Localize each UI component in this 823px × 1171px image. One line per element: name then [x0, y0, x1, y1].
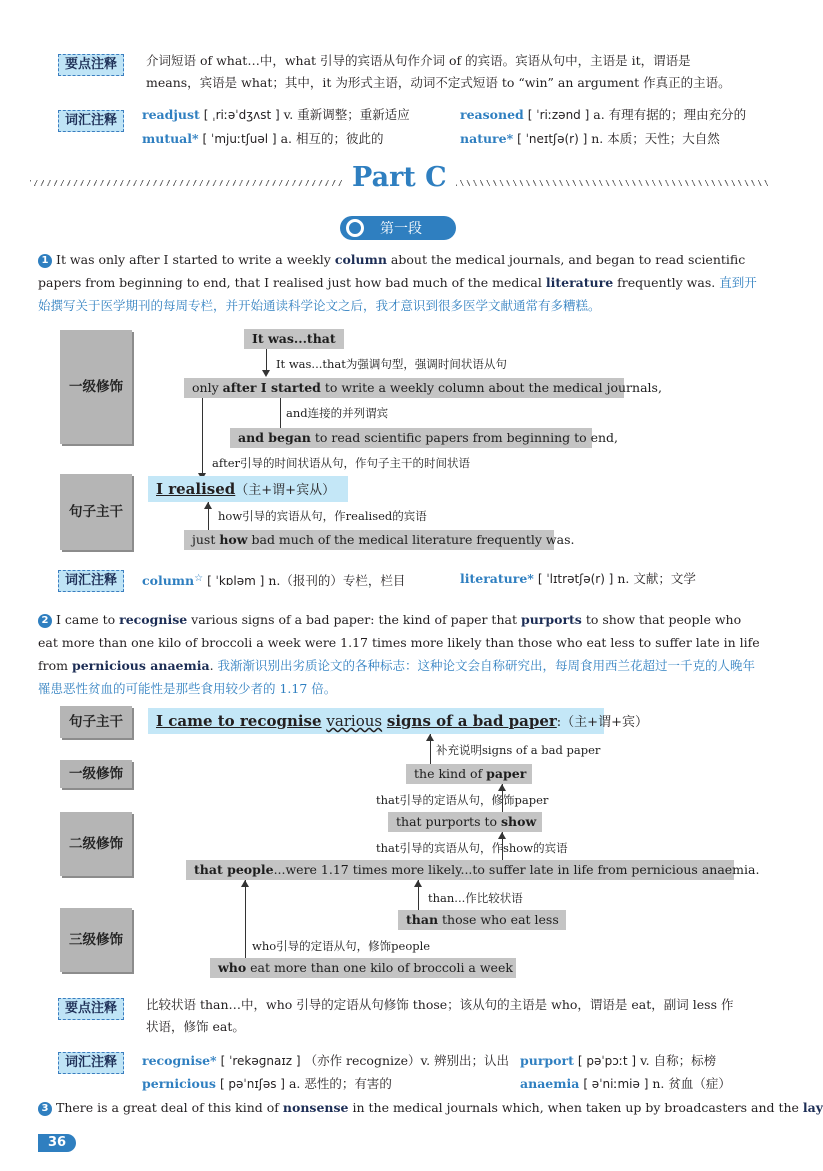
vocab-entry-reasoned: reasoned [ ˈriːzənd ] a. 有理有据的；理由充分的 [460, 107, 747, 122]
section-pill [340, 216, 456, 240]
points-note-tag-2: 要点注释 [58, 998, 124, 1020]
box-and-began: and began to read scientific papers from beginning to end, [230, 428, 592, 448]
points-note2-line1: 比较状语 than…中，who 引导的定语从句修饰 those；该从句的主语是 who，谓语是 eat，副词 less 作 [146, 997, 734, 1012]
vocab-entry-literature: literature* [ ˈlɪtrətʃə(r) ] n. 文献；文学 [460, 571, 696, 586]
box-just-how: just how bad much of the medical literature frequently was. [184, 530, 554, 550]
main-clause-box-2: I came to recognise various signs of a bad paper:（主+谓+宾） [148, 708, 604, 734]
vocab-entry-anaemia: anaemia [ əˈniːmiə ] n. 贫血（症） [520, 1076, 731, 1091]
vocab-entry-pernicious: pernicious [ pəˈnɪʃəs ] a. 恶性的；有害的 [142, 1076, 392, 1091]
points-note-line2: means，宾语是 what；其中，it 为形式主语，动词不定式短语 to “win” an argument 作真正的主语。 [146, 75, 731, 90]
label-that-attributive: that引导的定语从句，修饰paper [376, 793, 549, 807]
page-number: 36 [38, 1134, 76, 1152]
label-who-attributive: who引导的定语从句，修饰people [252, 939, 431, 953]
box-only-after: only after I started to write a weekly column about the medical journals, [184, 378, 624, 398]
vocab-entry-mutual: mutual* [ ˈmjuːtʃuəl ] a. 相互的；彼此的 [142, 131, 384, 146]
level-label-main-clause-2: 句子主干 [60, 706, 132, 738]
sentence-1: 1 It was only after I started to write a weekly column about the medical journals, and began to read scientific papers from beginning to end, that I realised just how bad much of the medical literature frequently was. 直到开始撰写关于医学期刊的每周专栏，并开始通读科学论文之后，我才意识到很多医学文献通常有多糟糕。 [38, 252, 757, 313]
box-than-those: than those who eat less [398, 910, 566, 930]
vocab-entry-readjust: readjust [ ˌriːəˈdʒʌst ] v. 重新调整；重新适应 [142, 107, 410, 122]
level-label-first-modifier: 一级修饰 [60, 330, 132, 444]
level-label-second-modifier: 二级修饰 [60, 812, 132, 876]
label-itwas-emphasis: It was...that为强调句型，强调时间状语从句 [276, 357, 507, 371]
sentence-number-3: 3 [38, 1102, 52, 1116]
vocab-entry-purport: purport [ pəˈpɔːt ] v. 自称；标榜 [520, 1053, 717, 1068]
label-supplement: 补充说明signs of a bad paper [436, 743, 601, 757]
box-that-people: that people...were 1.17 times more likely...to suffer late in life from pernicious anaemia. [186, 860, 734, 880]
box-it-was-that: It was...that [244, 329, 344, 349]
sentence-2: 2 I came to recognise various signs of a bad paper: the kind of paper that purports to show that people who eat more than one kilo of broccoli a week were 1.17 times more likely than those who eat less to suffer late in life from pernicious anaemia. 我渐渐识别出劣质论文的各种标志：这种论文会自称研究出，每周食用西兰花超过一千克的人晚年罹患恶性贫血的可能性是那些食用较少者的 1.17 倍。 [38, 612, 760, 696]
connector-and [280, 398, 281, 428]
main-clause-box-1: I realised（主+谓+宾从） [148, 476, 348, 502]
points-note-text-2 [146, 994, 766, 1038]
box-kind-of-paper: the kind of paper [406, 764, 532, 784]
label-that-object: that引导的宾语从句，作show的宾语 [376, 841, 568, 855]
vocab-entry-nature: nature* [ ˈneɪtʃə(r) ] n. 本质；天性；大自然 [460, 131, 720, 146]
level-label-third-modifier: 三级修饰 [60, 908, 132, 972]
vocab-entry-column: column☆ [ ˈkɒləm ] n.（报刊的）专栏，栏目 [142, 573, 406, 588]
vocab-note-tag-3: 词汇注释 [58, 1052, 124, 1074]
level-label-main-clause: 句子主干 [60, 474, 132, 550]
vocab-note-tag-2: 词汇注释 [58, 570, 124, 592]
vocab-note-tag: 词汇注释 [58, 110, 124, 132]
divider-left [30, 180, 345, 186]
arrow-supp [426, 734, 434, 741]
part-title: Part C [352, 162, 447, 193]
sentence-number-1: 1 [38, 254, 52, 268]
connector-after [202, 398, 203, 478]
points-note2-line2: 状语，修饰 eat。 [146, 1019, 245, 1034]
divider-right [456, 180, 768, 186]
arrow-who [241, 880, 249, 887]
points-note-text [146, 50, 766, 94]
sentence-3: 3 There is a great deal of this kind of nonsense in the medical journals which, when taken up by broadcasters and the lay [38, 1096, 760, 1119]
arrow-how [204, 502, 212, 509]
sentence-number-2: 2 [38, 614, 52, 628]
search-icon [346, 219, 364, 237]
label-and-parallel: and连接的并列谓宾 [286, 406, 389, 420]
label-how-clause: how引导的宾语从句，作realised的宾语 [218, 509, 427, 523]
label-after-clause: after引导的时间状语从句，作句子主干的时间状语 [212, 456, 471, 470]
points-note-tag: 要点注释 [58, 54, 124, 76]
box-that-purports: that purports to show [388, 812, 542, 832]
arrow-that2 [498, 832, 506, 839]
vocab-entry-recognise: recognise* [ ˈrekəɡnaɪz ] （亦作 recognize）v. 辨别出；认出 [142, 1053, 510, 1068]
points-note-line1: 介词短语 of what…中，what 引导的宾语从句作介词 of 的宾语。宾语从句中，主语是 it，谓语是 [146, 53, 691, 68]
section-label: 第一段 [380, 221, 422, 237]
arrow-itwas [262, 370, 270, 377]
label-than-comparative: than...作比较状语 [428, 891, 523, 905]
box-who-eat-more: who eat more than one kilo of broccoli a week [210, 958, 516, 978]
connector-who [245, 880, 246, 958]
arrow-that1 [498, 784, 506, 791]
arrow-than [414, 880, 422, 887]
level-label-first-modifier-2: 一级修饰 [60, 760, 132, 788]
